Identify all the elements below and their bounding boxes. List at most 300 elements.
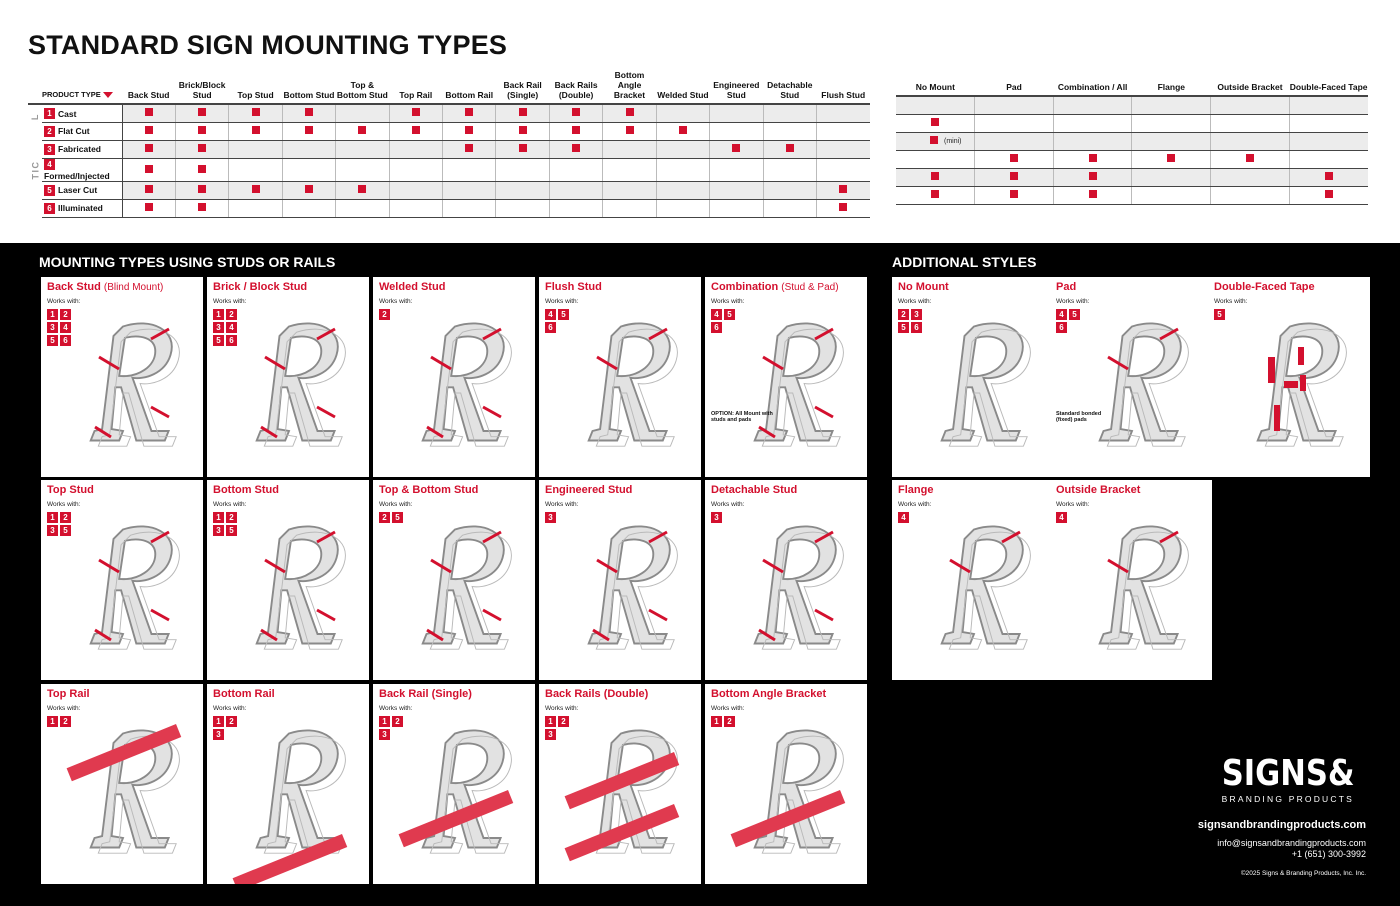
column-header: Back Rail (Single) [503, 80, 542, 100]
stud-shape [815, 407, 833, 417]
compatible-marker [412, 108, 420, 116]
compatible-marker [198, 144, 206, 152]
compatible-marker [1010, 172, 1018, 180]
product-number-badge: 4 [60, 322, 71, 333]
matrix-cell [1132, 114, 1211, 132]
compatible-marker [732, 144, 740, 152]
section-heading-studs-rails: MOUNTING TYPES USING STUDS OR RAILS [39, 254, 336, 270]
matrix-cell [656, 199, 709, 217]
product-number-badge: 1 [213, 716, 224, 727]
matrix-cell [603, 181, 656, 199]
compatible-marker [931, 190, 939, 198]
matrix-cell [229, 181, 282, 199]
card-title: Pad [1056, 281, 1077, 293]
product-number-badge: 3 [213, 525, 224, 536]
product-number-badge: 4 [711, 309, 722, 320]
compatible-marker [931, 118, 939, 126]
works-with-badges [545, 716, 577, 740]
mount-card[interactable] [1050, 480, 1212, 680]
matrix-cell [496, 122, 549, 140]
column-header: Combination / All [1057, 82, 1128, 92]
matrix-cell [1132, 186, 1211, 204]
matrix-cell [122, 181, 175, 199]
matrix-cell [710, 104, 763, 122]
product-number-badge: 2 [379, 512, 390, 523]
works-with-label: Works with: [898, 298, 932, 305]
tape-strip [1284, 381, 1298, 388]
matrix-cell [1289, 96, 1368, 114]
matrix-cell [549, 158, 602, 181]
mount-card[interactable] [1050, 277, 1212, 477]
card-title: Flange [898, 484, 934, 496]
product-number-badge: 5 [1069, 309, 1080, 320]
compatible-marker [930, 136, 938, 144]
compatible-marker [145, 165, 153, 173]
matrix-cell [975, 114, 1054, 132]
compatible-marker [465, 144, 473, 152]
matrix-cell [1211, 150, 1290, 168]
works-with-label: Works with: [379, 298, 413, 305]
matrix-cell [389, 104, 442, 122]
works-with-badges [711, 309, 743, 333]
mount-card[interactable] [207, 277, 369, 477]
works-with-badges [898, 512, 930, 523]
product-number-badge: 1 [213, 512, 224, 523]
table-row [896, 186, 1368, 204]
product-number-badge: 5 [60, 525, 71, 536]
product-number-badge: 4 [545, 309, 556, 320]
compatible-marker [519, 126, 527, 134]
product-number-badge: 5 [213, 335, 224, 346]
product-number-badge: 5 [898, 322, 909, 333]
matrix-cell [816, 140, 870, 158]
letter-illustration [41, 480, 203, 680]
row-note: (mini) [944, 138, 962, 146]
email-link[interactable]: info@signsandbrandingproducts.com [1217, 838, 1366, 848]
column-header: Outside Bracket [1217, 82, 1283, 92]
table-row [28, 181, 870, 199]
product-number-badge: 6 [44, 203, 55, 214]
matrix-cell [443, 199, 496, 217]
matrix-cell [1053, 114, 1132, 132]
card-title: Combination (Stud & Pad) [711, 281, 839, 293]
compatible-marker [198, 165, 206, 173]
works-with-label: Works with: [213, 298, 247, 305]
matrix-cell [710, 158, 763, 181]
compatible-marker [1010, 190, 1018, 198]
matrix-cell [389, 181, 442, 199]
product-number-badge: 3 [911, 309, 922, 320]
product-number-badge: 2 [44, 126, 55, 137]
works-with-badges [1056, 512, 1088, 523]
compatible-marker [519, 144, 527, 152]
product-number-badge: 1 [47, 309, 58, 320]
compatible-marker [786, 144, 794, 152]
matrix-cell [229, 158, 282, 181]
compatible-marker [1089, 172, 1097, 180]
works-with-label: Works with: [545, 501, 579, 508]
matrix-cell [175, 140, 228, 158]
works-with-badges [545, 512, 577, 523]
column-header: No Mount [915, 82, 955, 92]
compatible-marker [198, 185, 206, 193]
matrix-cell [975, 150, 1054, 168]
product-name: Formed/Injected [44, 170, 110, 181]
mount-card[interactable] [539, 684, 701, 884]
matrix-cell [763, 181, 816, 199]
matrix-cell [282, 122, 335, 140]
product-number-badge: 5 [724, 309, 735, 320]
matrix-cell [1289, 132, 1368, 150]
matrix-cell [549, 181, 602, 199]
compatible-marker [305, 185, 313, 193]
matrix-cell [896, 132, 975, 150]
matrix-cell [603, 158, 656, 181]
mount-card[interactable] [207, 684, 369, 884]
matrix-cell [282, 158, 335, 181]
mount-card[interactable] [539, 277, 701, 477]
product-number-badge: 5 [392, 512, 403, 523]
matrix-cell [1132, 168, 1211, 186]
matrix-cell [710, 181, 763, 199]
column-header: Bottom Angle Bracket [613, 70, 646, 100]
matrix-cell [816, 181, 870, 199]
works-with-label: Works with: [47, 705, 81, 712]
card-note: OPTION: All Mount with studs and pads [711, 411, 773, 423]
mount-card[interactable] [207, 480, 369, 680]
works-with-label: Works with: [47, 501, 81, 508]
product-name: Flat Cut [58, 126, 90, 137]
product-type-cell [42, 181, 122, 199]
product-number-badge: 4 [226, 322, 237, 333]
compatible-marker [679, 126, 687, 134]
matrix-cell [122, 140, 175, 158]
card-title: Bottom Rail [213, 688, 275, 700]
product-number-badge: 1 [47, 716, 58, 727]
mount-card[interactable] [41, 684, 203, 884]
matrix-cell [763, 199, 816, 217]
matrix-cell [389, 140, 442, 158]
compatible-marker [465, 126, 473, 134]
works-with-badges [711, 512, 743, 523]
works-with-badges [213, 716, 245, 740]
matrix-cell [656, 140, 709, 158]
matrix-cell [175, 158, 228, 181]
matrix-cell [1289, 114, 1368, 132]
works-with-badges [47, 512, 79, 536]
letter-illustration [1050, 480, 1212, 680]
compatible-marker [145, 108, 153, 116]
product-number-badge: 3 [379, 729, 390, 740]
letter-illustration [373, 480, 535, 680]
matrix-cell [1053, 96, 1132, 114]
brand-name: SIGNS& [1221, 753, 1355, 794]
matrix-cell [896, 186, 975, 204]
card-title: Flush Stud [545, 281, 602, 293]
product-number-badge: 2 [60, 309, 71, 320]
brand-logo [1210, 753, 1366, 804]
card-title: Back Rails (Double) [545, 688, 649, 700]
matrix-cell [122, 122, 175, 140]
card-title: Detachable Stud [711, 484, 798, 496]
matrix-cell [282, 104, 335, 122]
product-number-badge: 4 [1056, 512, 1067, 523]
mount-card[interactable] [705, 684, 867, 884]
compatible-marker [198, 108, 206, 116]
matrix-cell [1289, 168, 1368, 186]
compatible-marker [198, 126, 206, 134]
product-name: Illuminated [58, 203, 103, 214]
matrix-cell [603, 199, 656, 217]
product-number-badge: 2 [60, 716, 71, 727]
matrix-cell [896, 96, 975, 114]
works-with-label: Works with: [1056, 298, 1090, 305]
product-number-badge: 4 [1056, 309, 1067, 320]
matrix-cell [975, 186, 1054, 204]
mount-card[interactable] [539, 480, 701, 680]
matrix-cell [443, 181, 496, 199]
matrix-cell [496, 104, 549, 122]
matrix-cell [816, 199, 870, 217]
works-with-label: Works with: [545, 298, 579, 305]
compatible-marker [572, 108, 580, 116]
compatible-marker [839, 185, 847, 193]
column-header: Welded Stud [657, 90, 709, 100]
column-header: Brick/Block Stud [178, 80, 226, 100]
letter-illustration [207, 277, 369, 477]
table-row [28, 122, 870, 140]
works-with-badges [1214, 309, 1246, 320]
page-title: STANDARD SIGN MOUNTING TYPES [28, 30, 508, 60]
matrix-cell [656, 158, 709, 181]
works-with-badges [711, 716, 743, 727]
mount-card[interactable] [373, 480, 535, 680]
product-number-badge: 6 [226, 335, 237, 346]
works-with-label: Works with: [545, 705, 579, 712]
product-number-badge: 4 [898, 512, 909, 523]
stud-shape [483, 610, 501, 620]
compatible-marker [626, 126, 634, 134]
compatible-marker [145, 185, 153, 193]
matrix-cell [975, 132, 1054, 150]
phone-number: +1 (651) 300-3992 [1291, 849, 1366, 859]
matrix-cell [229, 140, 282, 158]
works-with-badges [213, 309, 245, 346]
product-number-badge: 2 [60, 512, 71, 523]
product-number-badge: 2 [724, 716, 735, 727]
website-link[interactable]: signsandbrandingproducts.com [1197, 819, 1366, 831]
mount-card[interactable] [705, 277, 867, 477]
letter-illustration [892, 480, 1054, 680]
card-title: Bottom Stud [213, 484, 279, 496]
matrix-cell [1211, 96, 1290, 114]
matrix-cell [389, 158, 442, 181]
product-number-badge: 2 [226, 309, 237, 320]
card-title: No Mount [898, 281, 949, 293]
matrix-cell [175, 104, 228, 122]
mount-card[interactable] [705, 480, 867, 680]
works-with-badges [47, 309, 79, 346]
product-number-badge: 2 [226, 512, 237, 523]
product-type-cell [42, 158, 122, 181]
product-number-badge: 3 [44, 144, 55, 155]
matrix-cell [763, 104, 816, 122]
compatible-marker [305, 126, 313, 134]
works-with-label: Works with: [711, 298, 745, 305]
table-row [896, 168, 1368, 186]
matrix-cell [1211, 114, 1290, 132]
matrix-cell [603, 104, 656, 122]
matrix-cell [656, 181, 709, 199]
product-number-badge: 3 [47, 322, 58, 333]
mount-card[interactable] [41, 277, 203, 477]
matrix-cell [389, 122, 442, 140]
compatible-marker [412, 126, 420, 134]
works-with-label: Works with: [1214, 298, 1248, 305]
letter-illustration [539, 480, 701, 680]
matrix-cell [1211, 168, 1290, 186]
column-header: Flush Stud [821, 90, 866, 100]
product-type-cell [42, 140, 122, 158]
table-row [896, 96, 1368, 114]
compatible-marker [931, 172, 939, 180]
mount-card[interactable] [892, 480, 1054, 680]
column-header: Back Stud [127, 90, 170, 100]
mount-card[interactable] [892, 277, 1054, 477]
works-with-badges [379, 309, 411, 320]
works-with-badges [1056, 309, 1088, 333]
table-row [896, 132, 1368, 150]
works-with-badges [379, 512, 411, 523]
product-number-badge: 1 [44, 108, 55, 119]
letter-illustration [207, 684, 369, 884]
compatible-marker [358, 126, 366, 134]
works-with-badges [898, 309, 930, 333]
matrix-cell [336, 199, 389, 217]
matrix-cell [389, 199, 442, 217]
matrix-cell [496, 140, 549, 158]
matrix-cell [710, 140, 763, 158]
product-number-badge: 2 [379, 309, 390, 320]
matrix-cell [549, 104, 602, 122]
card-note: Standard bonded (fixed) pads [1056, 411, 1102, 423]
mount-card[interactable] [1208, 277, 1370, 477]
letter-illustration [41, 277, 203, 477]
product-number-badge: 3 [711, 512, 722, 523]
matrix-cell [443, 140, 496, 158]
product-number-badge: 5 [558, 309, 569, 320]
matrix-cell [1132, 150, 1211, 168]
column-header: Detachable Stud [767, 80, 813, 100]
compatible-marker [572, 144, 580, 152]
matrix-cell [710, 199, 763, 217]
matrix-cell [175, 122, 228, 140]
matrix-cell [443, 122, 496, 140]
mount-card[interactable] [41, 480, 203, 680]
matrix-cell [896, 150, 975, 168]
letter-illustration [705, 277, 867, 477]
product-number-badge: 2 [558, 716, 569, 727]
mount-card[interactable] [373, 277, 535, 477]
matrix-cell [763, 158, 816, 181]
tape-strip [1268, 357, 1275, 383]
matrix-cell [336, 158, 389, 181]
matrix-cell [496, 199, 549, 217]
matrix-cell [549, 199, 602, 217]
works-with-badges [379, 716, 411, 740]
matrix-cell [175, 199, 228, 217]
product-number-badge: 3 [213, 729, 224, 740]
compatible-marker [252, 126, 260, 134]
column-header: Pad [1006, 82, 1022, 92]
matrix-cell [1053, 132, 1132, 150]
letter-illustration [1208, 277, 1370, 477]
matrix-cell [175, 181, 228, 199]
matrix-cell [763, 140, 816, 158]
matrix-cell [496, 181, 549, 199]
table-row [28, 199, 870, 217]
stud-shape [815, 610, 833, 620]
compatible-marker [465, 108, 473, 116]
works-with-label: Works with: [47, 298, 81, 305]
card-title: Top Stud [47, 484, 94, 496]
matrix-cell [603, 122, 656, 140]
mount-card[interactable] [373, 684, 535, 884]
matrix-cell [1053, 186, 1132, 204]
product-type-cell [42, 122, 122, 140]
compatible-marker [1167, 154, 1175, 162]
compatible-marker [1325, 190, 1333, 198]
matrix-cell [603, 140, 656, 158]
matrix-cell [1053, 150, 1132, 168]
rail-shape [565, 804, 680, 861]
product-number-badge: 6 [545, 322, 556, 333]
compatible-marker [358, 185, 366, 193]
matrix-cell [122, 158, 175, 181]
matrix-cell [975, 168, 1054, 186]
column-header: Double-Faced Tape [1289, 82, 1368, 92]
matrix-cell [1132, 96, 1211, 114]
product-number-badge: 1 [711, 716, 722, 727]
product-number-badge: 6 [1056, 322, 1067, 333]
column-header: Bottom Stud [283, 90, 335, 100]
product-number-badge: 2 [898, 309, 909, 320]
product-number-badge: 6 [911, 322, 922, 333]
product-name: Cast [58, 108, 77, 119]
letter-illustration [705, 480, 867, 680]
matrix-cell [1289, 150, 1368, 168]
matrix-cell [229, 122, 282, 140]
product-type-cell [42, 199, 122, 217]
brand-tagline: BRANDING PRODUCTS [1221, 794, 1354, 804]
matrix-cell [229, 104, 282, 122]
product-number-badge: 3 [213, 322, 224, 333]
card-title: Bottom Angle Bracket [711, 688, 827, 700]
product-number-badge: 5 [226, 525, 237, 536]
matrix-cell [656, 104, 709, 122]
compatible-marker [1325, 172, 1333, 180]
matrix-cell [1211, 186, 1290, 204]
stud-shape [151, 407, 169, 417]
product-type-header[interactable]: PRODUCT TYPE [42, 70, 122, 104]
works-with-label: Works with: [711, 501, 745, 508]
works-with-badges [47, 716, 79, 727]
matrix-cell [816, 122, 870, 140]
card-title: Back Rail (Single) [379, 688, 472, 700]
matrix-cell [710, 122, 763, 140]
matrix-cell [282, 199, 335, 217]
matrix-cell [1132, 132, 1211, 150]
